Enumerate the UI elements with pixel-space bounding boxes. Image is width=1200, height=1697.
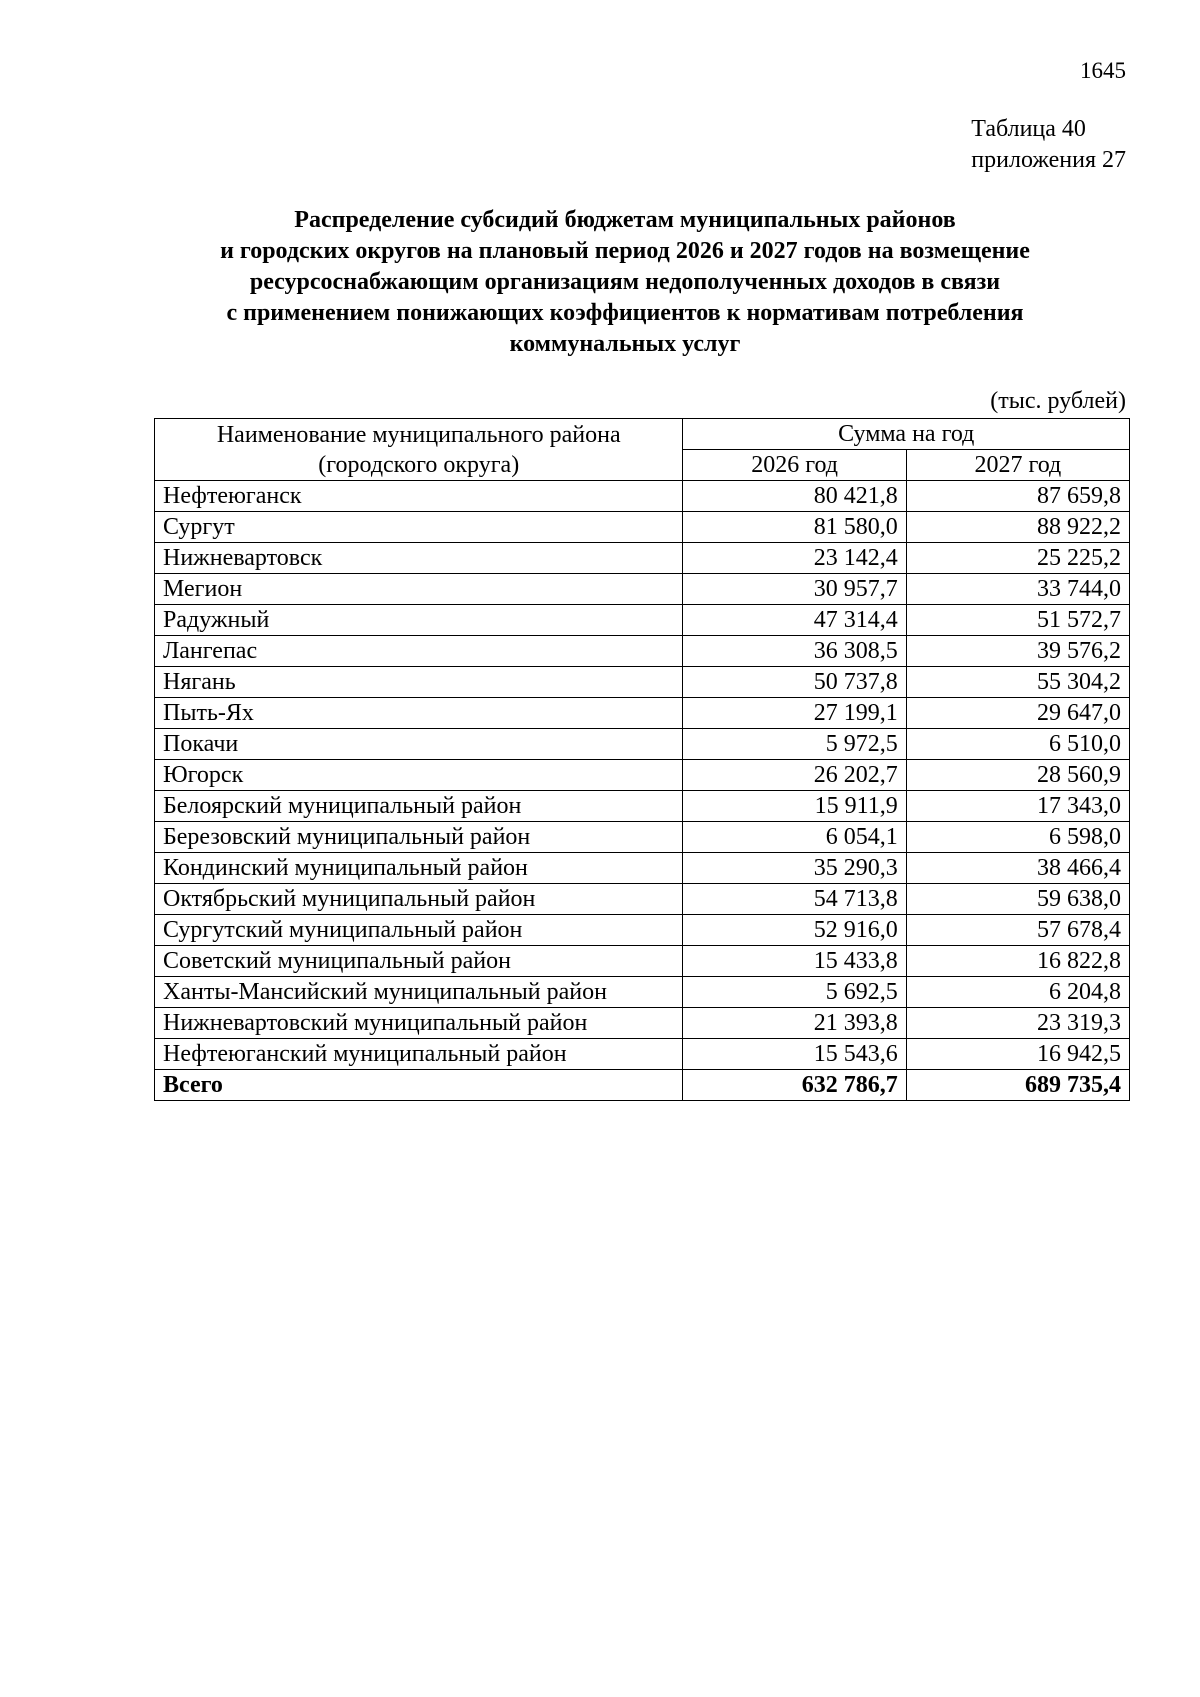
row-value-2027: 33 744,0 [906,574,1129,605]
table-reference [971,114,1126,176]
row-value-2026: 6 054,1 [683,822,906,853]
table-total-row [155,1070,1130,1101]
row-value-2027: 59 638,0 [906,884,1129,915]
row-value-2027: 51 572,7 [906,605,1129,636]
table-row [155,543,1130,574]
row-value-2026: 21 393,8 [683,1008,906,1039]
row-name-cell: Нижневартовск [155,543,683,574]
row-value-2026: 27 199,1 [683,698,906,729]
table-row [155,605,1130,636]
table-row [155,698,1130,729]
column-header-name-line2: (городского округа) [318,451,520,478]
row-name-cell: Югорск [155,760,683,791]
column-header-name [155,419,683,481]
row-value-2026: 30 957,7 [683,574,906,605]
title-line: с применением понижающих коэффициентов к нормативам потребления [226,300,1024,326]
row-value-2026: 81 580,0 [683,512,906,543]
row-value-2027: 17 343,0 [906,791,1129,822]
table-row [155,853,1130,884]
table-row [155,512,1130,543]
row-name-cell: Покачи [155,729,683,760]
table-row [155,915,1130,946]
row-value-2027: 29 647,0 [906,698,1129,729]
row-value-2027: 6 204,8 [906,977,1129,1008]
title-line: коммунальных услуг [509,331,741,357]
row-name-cell: Белоярский муниципальный район [155,791,683,822]
row-value-2027: 87 659,8 [906,481,1129,512]
total-label: Всего [155,1070,683,1101]
row-name-cell: Мегион [155,574,683,605]
row-name-cell: Сургут [155,512,683,543]
table-row [155,636,1130,667]
table-row [155,822,1130,853]
total-value-2027: 689 735,4 [906,1070,1129,1101]
row-value-2026: 15 543,6 [683,1039,906,1070]
table-row [155,1008,1130,1039]
row-value-2027: 16 942,5 [906,1039,1129,1070]
table-row [155,977,1130,1008]
table-row [155,574,1130,605]
title-line: Распределение субсидий бюджетам муниципальных районов [294,207,956,233]
total-value-2026: 632 786,7 [683,1070,906,1101]
table-reference-appendix: приложения 27 [971,147,1126,173]
row-name-cell: Березовский муниципальный район [155,822,683,853]
row-name-cell: Советский муниципальный район [155,946,683,977]
row-name-cell: Пыть-Ях [155,698,683,729]
row-name-cell: Нижневартовский муниципальный район [155,1008,683,1039]
row-name-cell: Сургутский муниципальный район [155,915,683,946]
row-name-cell: Нефтеюганский муниципальный район [155,1039,683,1070]
column-header-2026: 2026 год [683,450,906,481]
row-value-2026: 54 713,8 [683,884,906,915]
row-value-2026: 15 911,9 [683,791,906,822]
row-name-cell: Нефтеюганск [155,481,683,512]
row-value-2027: 88 922,2 [906,512,1129,543]
table-row [155,1039,1130,1070]
table-row [155,667,1130,698]
row-name-cell: Лангепас [155,636,683,667]
row-name-cell: Октябрьский муниципальный район [155,884,683,915]
row-name-cell: Кондинский муниципальный район [155,853,683,884]
row-value-2026: 52 916,0 [683,915,906,946]
row-name-cell: Радужный [155,605,683,636]
units-label: (тыс. рублей) [990,388,1126,414]
row-value-2027: 39 576,2 [906,636,1129,667]
column-header-2027: 2027 год [906,450,1129,481]
row-value-2027: 38 466,4 [906,853,1129,884]
row-value-2027: 57 678,4 [906,915,1129,946]
row-value-2026: 23 142,4 [683,543,906,574]
row-value-2027: 25 225,2 [906,543,1129,574]
row-value-2027: 55 304,2 [906,667,1129,698]
row-name-cell: Нягань [155,667,683,698]
page-number: 1645 [1080,58,1126,83]
subsidy-table [154,418,1130,1101]
title-line: и городских округов на плановый период 2026 и 2027 годов на возмещение [220,238,1030,264]
column-header-name-line1: Наименование муниципального района [216,421,621,448]
row-value-2026: 15 433,8 [683,946,906,977]
table-row [155,946,1130,977]
row-value-2027: 28 560,9 [906,760,1129,791]
row-value-2027: 6 598,0 [906,822,1129,853]
table-row [155,481,1130,512]
table-row [155,884,1130,915]
row-value-2026: 35 290,3 [683,853,906,884]
row-value-2026: 80 421,8 [683,481,906,512]
table-body [155,481,1130,1101]
row-value-2026: 47 314,4 [683,605,906,636]
table-row [155,760,1130,791]
row-name-cell: Ханты-Мансийский муниципальный район [155,977,683,1008]
row-value-2026: 26 202,7 [683,760,906,791]
column-header-sum: Сумма на год [683,419,1130,450]
row-value-2027: 23 319,3 [906,1008,1129,1039]
table-row [155,729,1130,760]
row-value-2026: 5 972,5 [683,729,906,760]
table-reference-number: Таблица 40 [971,116,1086,142]
row-value-2026: 50 737,8 [683,667,906,698]
row-value-2026: 5 692,5 [683,977,906,1008]
document-title [150,205,1100,360]
title-line: ресурсоснабжающим организациям недополученных доходов в связи [249,269,1001,295]
row-value-2026: 36 308,5 [683,636,906,667]
table-row [155,791,1130,822]
row-value-2027: 6 510,0 [906,729,1129,760]
row-value-2027: 16 822,8 [906,946,1129,977]
